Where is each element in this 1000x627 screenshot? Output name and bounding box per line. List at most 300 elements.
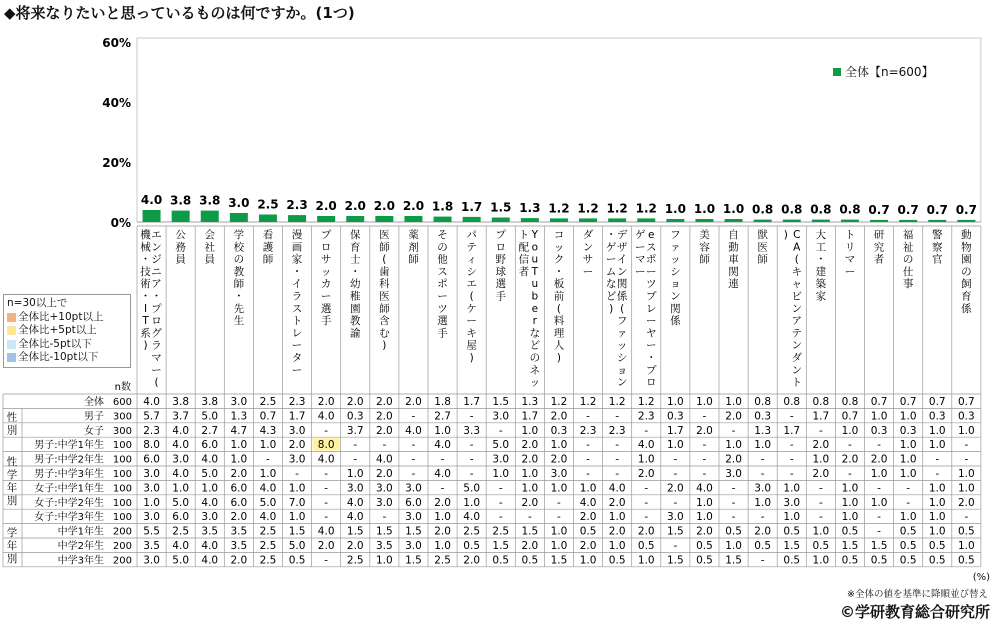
category-char: ( [620,302,625,315]
table-cell: 3.8 [172,396,190,408]
table-cell: - [324,554,329,567]
highlight-legend-label: 全体比+5pt以上 [18,324,97,336]
bar-value-label: 4.0 [140,193,163,207]
table-cell: 4.0 [637,439,655,452]
table-cell: - [702,439,707,452]
category-char: の [233,253,245,266]
bar-value-label: 3.8 [199,193,221,208]
table-cell: 1.0 [608,511,626,524]
legend-label: 全体【n=600】 [845,65,934,79]
table-cell: 1.0 [841,496,859,509]
bar-value-label: 1.5 [490,200,512,215]
table-cell: 1.7 [288,410,306,423]
category-char: ゲ [635,229,646,241]
category-char: u [531,278,539,291]
table-cell: - [498,496,503,509]
table-cell: - [964,453,969,466]
bar [172,211,190,222]
table-cell: - [353,439,358,452]
table-cell: 2.0 [346,540,364,552]
category-char: エ [466,278,477,291]
table-cell: 1.8 [434,396,451,408]
table-cell: - [615,410,620,423]
table-cell: 3.7 [172,410,190,423]
table-cell: - [673,468,678,480]
category-char: キ [791,265,802,278]
category-char: ・ [815,253,827,266]
table-cell: - [324,424,329,437]
table-cell: 1.0 [928,482,946,495]
category-char: マ [844,253,856,266]
category-char: e [648,229,655,241]
category-char: な [529,327,541,340]
table-cell: 1.5 [492,540,510,552]
category-label [874,229,885,266]
category-char: 画 [291,241,303,254]
table-cell: 1.5 [521,525,539,538]
row-n: 100 [112,454,132,466]
category-char: ロ [320,241,332,254]
table-cell: 0.5 [812,540,830,552]
table-cell: 2.0 [375,396,393,408]
category-char: 教 [233,265,245,278]
table-cell: 2.3 [637,410,655,423]
category-char: ー [320,290,332,303]
table-cell: - [586,453,590,466]
bar [288,215,306,222]
table-cell: 0.8 [754,396,772,408]
y-tick-label: 20% [102,156,131,170]
category-char: 生 [233,315,245,328]
table-cell: 1.0 [812,453,830,466]
bar-value-label: 0.7 [868,202,890,217]
table-cell: - [586,468,590,480]
bar [666,219,684,222]
table-cell: 0.3 [870,424,888,437]
table-cell: 1.0 [637,453,655,466]
table-cell: - [877,482,881,495]
category-char: の [529,352,541,364]
table-cell: 1.0 [143,496,160,509]
category-char: 研 [873,229,885,241]
category-char: ・ [553,265,565,278]
table-cell: 5.7 [143,410,160,423]
highlight-legend-item [7,311,127,325]
table-cell: 1.0 [492,468,510,480]
category-char: プ [646,364,657,377]
table-cell: 2.5 [346,554,364,567]
sort-note: ※全体の値を基準に降順並び替え [847,589,988,600]
category-char: ン [582,241,594,254]
category-char: マ [635,253,646,266]
table-cell: - [789,439,794,452]
table-cell: 1.0 [288,482,306,495]
table-cell: 2.0 [521,453,539,466]
bar-value-label: 2.0 [373,199,395,213]
table-cell: 1.0 [870,468,888,480]
category-char: 医 [757,241,768,254]
table-cell: 1.0 [666,439,684,452]
category-char: マ [151,352,162,364]
table-cell: 4.0 [143,396,160,408]
table-cell: 1.0 [550,525,568,538]
table-cell: 5.0 [492,439,510,452]
table-cell: 4.0 [434,468,451,480]
category-char: 薬 [408,229,419,241]
category-char: 官 [932,253,943,266]
bar-value-label: 1.0 [722,202,745,216]
category-char: A [793,241,801,254]
category-char: r [532,315,538,328]
table-cell: 2.0 [637,525,655,538]
table-cell: 4.0 [172,540,190,552]
table-cell: 2.0 [434,496,451,509]
table-cell: 0.5 [957,525,975,538]
category-char: 物 [961,241,972,254]
bar [957,220,975,222]
category-char: 係 [961,302,972,315]
table-cell: 1.5 [405,525,422,538]
category-char: 保 [350,229,361,241]
category-char: ン [791,364,802,377]
bar [870,220,888,222]
table-cell: 6.0 [230,496,248,509]
table-cell: - [324,468,329,480]
category-char: 祉 [902,241,914,254]
row-label: 男子:中学1年生 [34,440,104,452]
table-cell: 2.0 [812,468,830,480]
row-label: 女子:中学3年生 [34,512,104,524]
category-char: 飼 [961,278,972,291]
table-cell: 0.8 [841,396,859,408]
table-cell: 2.0 [521,439,539,452]
category-char: ラ [291,290,303,303]
table-cell: 3.0 [405,540,422,552]
bar-value-label: 1.2 [548,201,570,216]
row-label: 女子 [84,425,104,437]
category-char: ン [791,339,802,352]
row-n: 200 [112,555,132,567]
table-cell: 2.0 [375,424,393,437]
category-char: 警 [932,229,943,241]
category-char: 術 [140,278,151,291]
table-cell: 2.0 [696,525,713,538]
bar [695,219,713,222]
group-char: 別 [6,424,18,437]
table-cell: 5.0 [172,554,190,567]
table-cell: 1.0 [463,496,481,509]
category-char: テ [791,327,802,340]
y-tick-label: 60% [102,36,131,50]
category-char: 屋 [466,339,477,352]
group-char: 別 [6,553,18,566]
category-label [757,228,768,266]
category-char: ( [794,253,799,266]
category-char: ス [646,241,657,254]
category-label [263,228,274,266]
table-cell: 3.5 [230,540,248,552]
row-n: 600 [112,397,132,408]
highlight-legend-label: 全体比+10pt以上 [18,310,104,323]
table-cell: - [818,482,823,495]
row-label: 女子:中学1年生 [34,483,104,495]
table-cell: 0.7 [928,396,946,408]
category-char: 信 [518,253,530,266]
category-label [670,229,681,327]
table-cell: 1.0 [812,554,830,567]
category-char: 事 [902,278,914,291]
category-char: 手 [495,290,506,303]
category-char: 師 [699,253,710,266]
table-cell: 7.0 [288,496,306,509]
table-cell: 1.0 [957,540,975,552]
category-char: ン [791,302,802,315]
table-cell: 3.0 [754,482,772,495]
category-label [379,229,390,352]
category-char: ツ [646,278,657,291]
category-char: ス [291,302,303,315]
table-cell: 2.0 [375,410,393,423]
table-cell: - [527,511,532,524]
swatch-icon [7,326,16,335]
table-cell: 1.0 [230,453,248,466]
swatch-icon [7,340,16,349]
table-cell: 2.5 [259,525,277,538]
table-cell: - [760,453,765,466]
table-cell: 2.3 [288,396,306,408]
category-char: T [142,315,149,328]
table-cell: - [760,468,765,480]
bar [346,216,364,222]
category-char: ア [791,315,802,328]
category-char: 看 [262,229,274,241]
category-char: ッ [670,253,681,266]
table-cell: 4.0 [317,525,335,538]
table-cell: 2.0 [579,540,597,552]
table-cell: 3.0 [288,424,306,437]
row-n: 300 [112,425,132,437]
table-cell: 4.0 [608,482,626,495]
table-cell: 0.3 [899,424,917,437]
table-cell: 4.0 [317,410,335,423]
table-cell: 3.0 [143,511,160,524]
category-char: 先 [233,302,245,315]
category-label [903,228,914,290]
table-cell: - [818,511,823,524]
bar [201,211,219,222]
table-cell: 0.5 [463,540,481,552]
table-cell: 3.0 [143,554,160,567]
table-cell: - [324,496,329,509]
bar-value-label: 0.8 [810,202,832,217]
table-cell: 1.0 [899,511,917,524]
category-char: 関 [670,302,681,315]
table-cell: 6.0 [172,511,190,524]
table-cell: - [731,496,736,509]
table-cell: 1.0 [899,453,917,466]
table-cell: - [324,482,329,495]
category-char: Y [531,229,539,241]
row-label: 女子:中学2年生 [34,497,104,509]
category-char: 医 [379,290,390,303]
table-cell: 3.0 [201,511,219,524]
category-char: ビ [791,290,802,303]
table-cell: 1.5 [870,540,888,552]
table-cell: 1.2 [637,396,655,408]
table-cell: 1.0 [841,482,859,495]
category-char: 家 [291,253,303,266]
category-char: プ [646,290,657,303]
category-label [140,228,162,389]
table-cell: 1.5 [550,554,568,567]
category-char: 園 [350,302,361,315]
table-cell: 0.5 [579,525,597,538]
category-char: 系 [140,327,151,340]
table-cell: 2.3 [579,424,597,437]
table-cell: 1.0 [259,468,277,480]
table-cell: - [964,511,969,524]
table-cell: 4.0 [696,482,713,495]
bar [841,220,859,222]
category-char: グ [151,327,162,340]
table-cell: 1.2 [579,396,597,408]
category-char: レ [646,302,657,315]
group-char: 年 [6,540,18,553]
table-cell: - [353,453,358,466]
table-cell: 1.0 [957,468,975,480]
table-cell: 4.0 [463,511,481,524]
table-cell: 0.5 [841,554,859,567]
table-cell: 2.0 [725,410,742,423]
table-cell: - [440,482,445,495]
table-cell: 3.0 [666,511,684,524]
table-cell: - [382,511,387,524]
category-char: 機 [140,229,151,241]
table-cell: 2.0 [870,453,888,466]
bar [492,218,510,223]
category-char: ゲ [605,241,617,254]
table-cell: 0.5 [696,554,713,567]
table-cell: - [644,496,649,509]
row-label: 男子:中学2年生 [34,454,104,466]
bar [317,216,335,222]
table-cell: - [382,439,387,452]
table-cell: 1.0 [696,396,713,408]
table-cell: 2.0 [550,410,568,423]
bar [521,218,539,222]
credit: ©学研教育総合研究所 [839,603,990,621]
category-char: シ [466,265,477,278]
table-cell: 1.5 [288,525,306,538]
category-char: 家 [815,290,827,303]
table-cell: 0.5 [957,554,975,567]
category-char: 福 [902,229,914,241]
row-n: 100 [112,469,132,480]
category-char: ン [670,290,681,303]
table-cell: - [469,453,474,466]
table-cell: 0.7 [899,396,917,408]
row-label: 中学1年生 [57,526,104,538]
table-cell: 2.0 [696,424,713,437]
table-cell: 1.0 [346,468,364,480]
category-char: 園 [961,253,972,266]
table-cell: 1.0 [928,525,946,538]
category-char: ど [605,290,617,303]
category-char: ケ [466,302,477,315]
table-cell: - [557,496,561,509]
table-cell: - [964,439,969,452]
table-cell: 0.5 [608,554,626,567]
table-cell: 1.0 [754,496,772,509]
bar-value-label: 2.0 [344,199,366,213]
category-char: プ [495,229,506,241]
category-char: ト [791,376,802,389]
category-char: カ [320,278,332,291]
category-label [496,229,507,303]
table-cell: 1.5 [346,525,364,538]
table-cell: - [877,511,881,524]
category-char: 関 [728,265,739,278]
row-n: 300 [112,411,132,423]
category-char: リ [844,241,856,254]
category-char: 護 [262,241,274,254]
table-cell: 1.0 [957,482,975,495]
category-char: 学 [233,229,245,241]
category-char: パ [466,229,477,241]
category-char: キ [466,327,477,340]
table-cell: 1.5 [492,396,510,408]
category-char: 師 [379,241,390,254]
table-cell: 2.0 [725,453,742,466]
table-cell: 2.5 [259,554,277,567]
bar-value-label: 0.7 [926,202,948,217]
table-cell: 3.0 [492,410,510,423]
table-cell: 1.0 [521,468,539,480]
table-cell: - [906,482,911,495]
table-cell: 1.0 [754,439,772,452]
table-cell: 0.3 [754,410,772,423]
table-cell: 4.0 [259,511,277,524]
table-cell: - [760,554,765,567]
category-char: ー [151,364,162,377]
category-char: イ [291,278,303,291]
table-cell: 4.0 [172,468,190,480]
category-char: 育 [350,241,361,254]
table-cell: - [906,496,911,509]
category-char: ク [553,253,565,266]
table-cell: 3.0 [375,496,393,509]
table-cell: - [644,511,649,524]
table-cell: 5.5 [143,525,160,538]
category-char: の [961,265,972,278]
table-cell: 1.5 [405,554,422,567]
table-cell: 5.0 [463,482,481,495]
row-label: 中学3年生 [57,555,104,567]
category-char: フ [670,229,681,241]
category-char: ザ [616,241,628,254]
category-char: ト [518,229,530,241]
group-char: 別 [6,494,18,507]
bar [550,218,568,222]
category-char: T [531,265,539,278]
table-cell: - [848,439,852,452]
table-cell: - [324,511,329,524]
table-cell: 3.5 [230,525,248,538]
table-cell: - [731,424,736,437]
category-char: 係 [670,315,681,328]
category-char: 板 [553,278,565,291]
category-char: 会 [204,229,215,241]
